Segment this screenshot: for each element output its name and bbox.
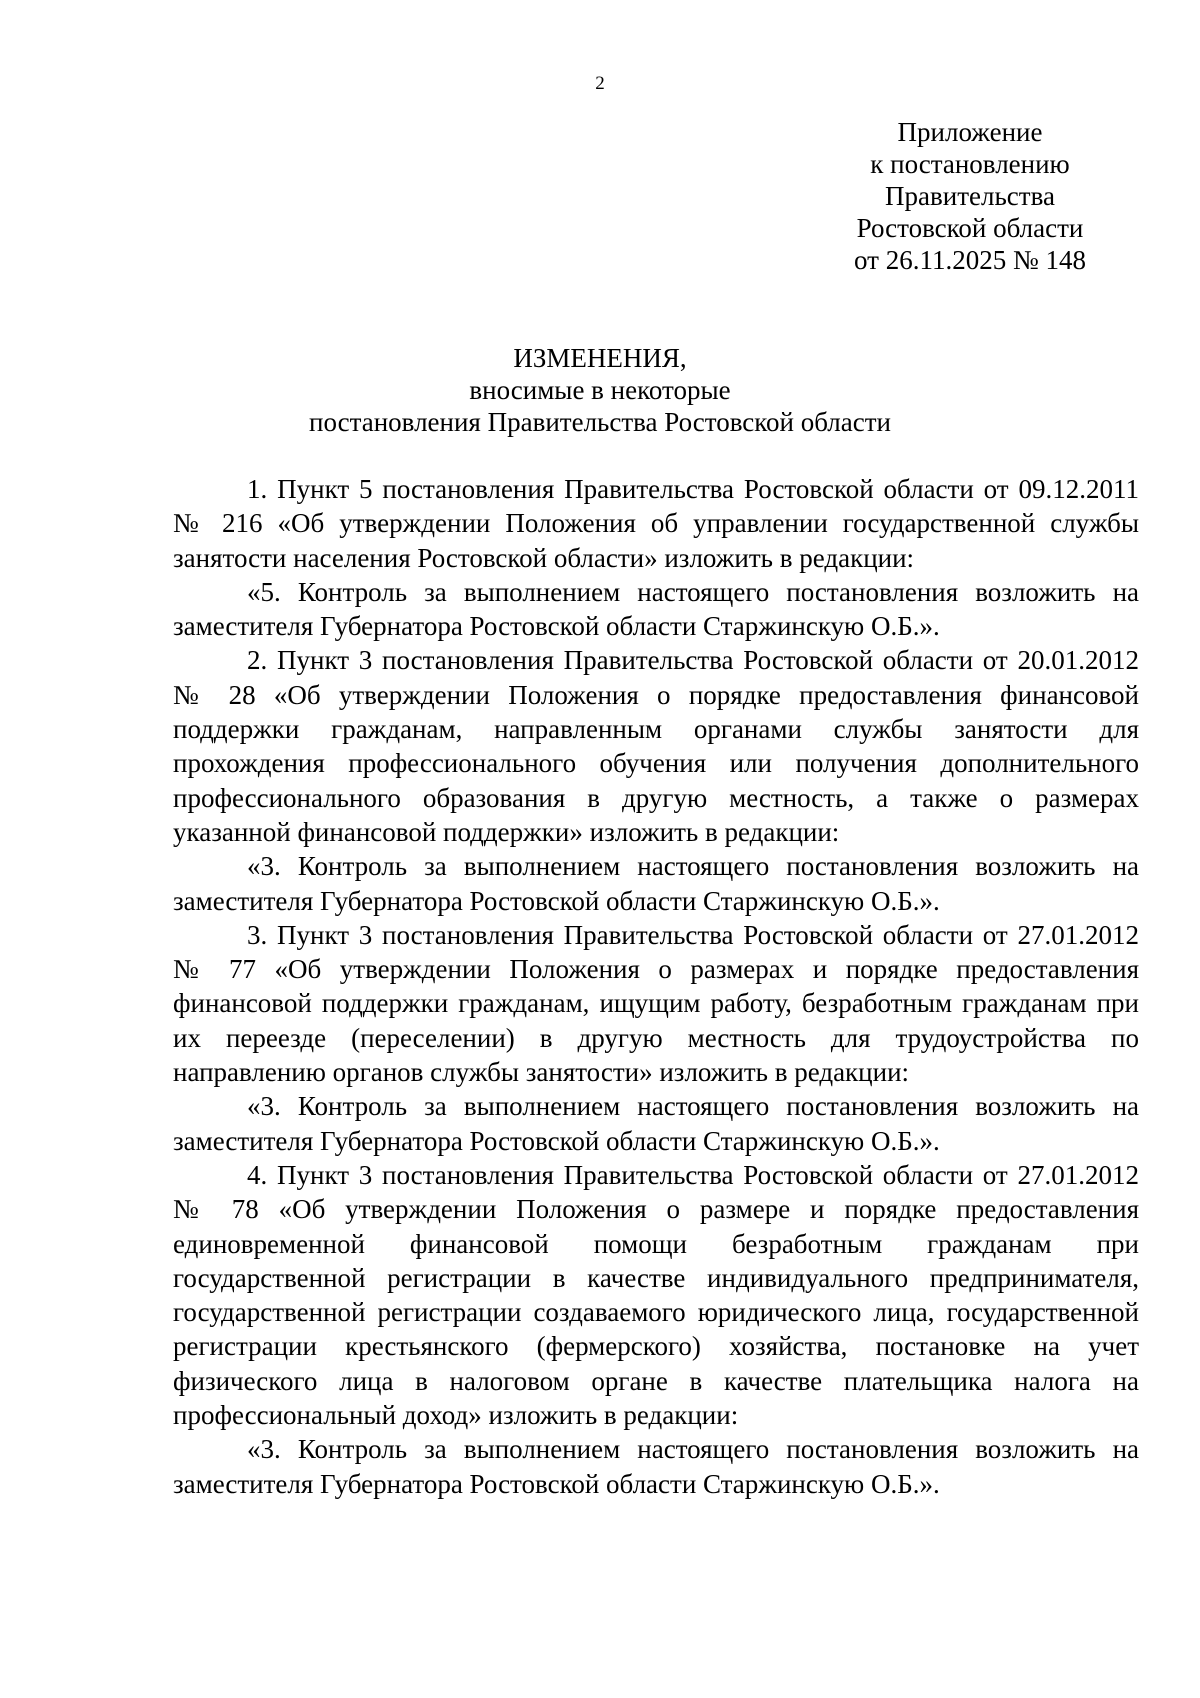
appendix-line-4: Ростовской области [856,213,1084,243]
appendix-line-1: Приложение [897,117,1043,147]
title-heading: ИЗМЕНЕНИЯ, [513,343,687,373]
title-subtitle-1: вносимые в некоторые [469,375,731,405]
paragraph-item-3: 3. Пункт 3 постановления Правительства Ростовской области от 27.01.2012 № 77 «Об утверждении Положения о размерах и порядке предоставления финансовой поддержки гражданам, ищущим работу, безработным гражданам при их переезде (переселении) в другую местность для трудоустройства по направлению органов службы занятости» изложить в редакции: [173,919,1139,1088]
appendix-block [830,116,1110,276]
appendix-line-3: Правительства [885,181,1055,211]
paragraph-item-1: 1. Пункт 5 постановления Правительства Ростовской области от 09.12.2011 № 216 «Об утверждении Положения об управлении государственной службы занятости населения Ростовской области» изложить в редакции: [173,474,1139,573]
page-number: 2 [595,73,605,94]
document-body [173,472,1139,1501]
title-subtitle-2: постановления Правительства Ростовской области [309,407,891,437]
paragraph-quote-4: «3. Контроль за выполнением настоящего постановления возложить на заместителя Губернатора Ростовской области Старжинскую О.Б.». [173,1434,1139,1499]
appendix-line-2: к постановлению [870,149,1070,179]
paragraph-quote-3: «3. Контроль за выполнением настоящего постановления возложить на заместителя Губернатора Ростовской области Старжинскую О.Б.». [173,1091,1139,1156]
appendix-line-5: от 26.11.2025 № 148 [854,245,1086,275]
paragraph-item-2: 2. Пункт 3 постановления Правительства Ростовской области от 20.01.2012 № 28 «Об утверждении Положения о порядке предоставления финансовой поддержки гражданам, направленным органами службы занятости для прохождения профессионального обучения или получения дополнительного профессионального образования в другую местность, а также о размерах указанной финансовой поддержки» изложить в редакции: [173,645,1139,847]
document-title [0,342,1200,438]
paragraph-quote-2: «3. Контроль за выполнением настоящего постановления возложить на заместителя Губернатора Ростовской области Старжинскую О.Б.». [173,851,1139,916]
paragraph-quote-1: «5. Контроль за выполнением настоящего постановления возложить на заместителя Губернатора Ростовской области Старжинскую О.Б.». [173,576,1139,642]
paragraph-item-4: 4. Пункт 3 постановления Правительства Ростовской области от 27.01.2012 № 78 «Об утверждении Положения о размере и порядке предоставления единовременной финансовой помощи безработным гражданам при государственной регистрации в качестве индивидуального предпринимателя, государственной регистрации создаваемого юридического лица, государственной регистрации крестьянского (фермерского) хозяйства, постановке на учет физического лица в налоговом органе в качестве плательщика налога на профессиональный доход» изложить в редакции: [173,1159,1139,1431]
